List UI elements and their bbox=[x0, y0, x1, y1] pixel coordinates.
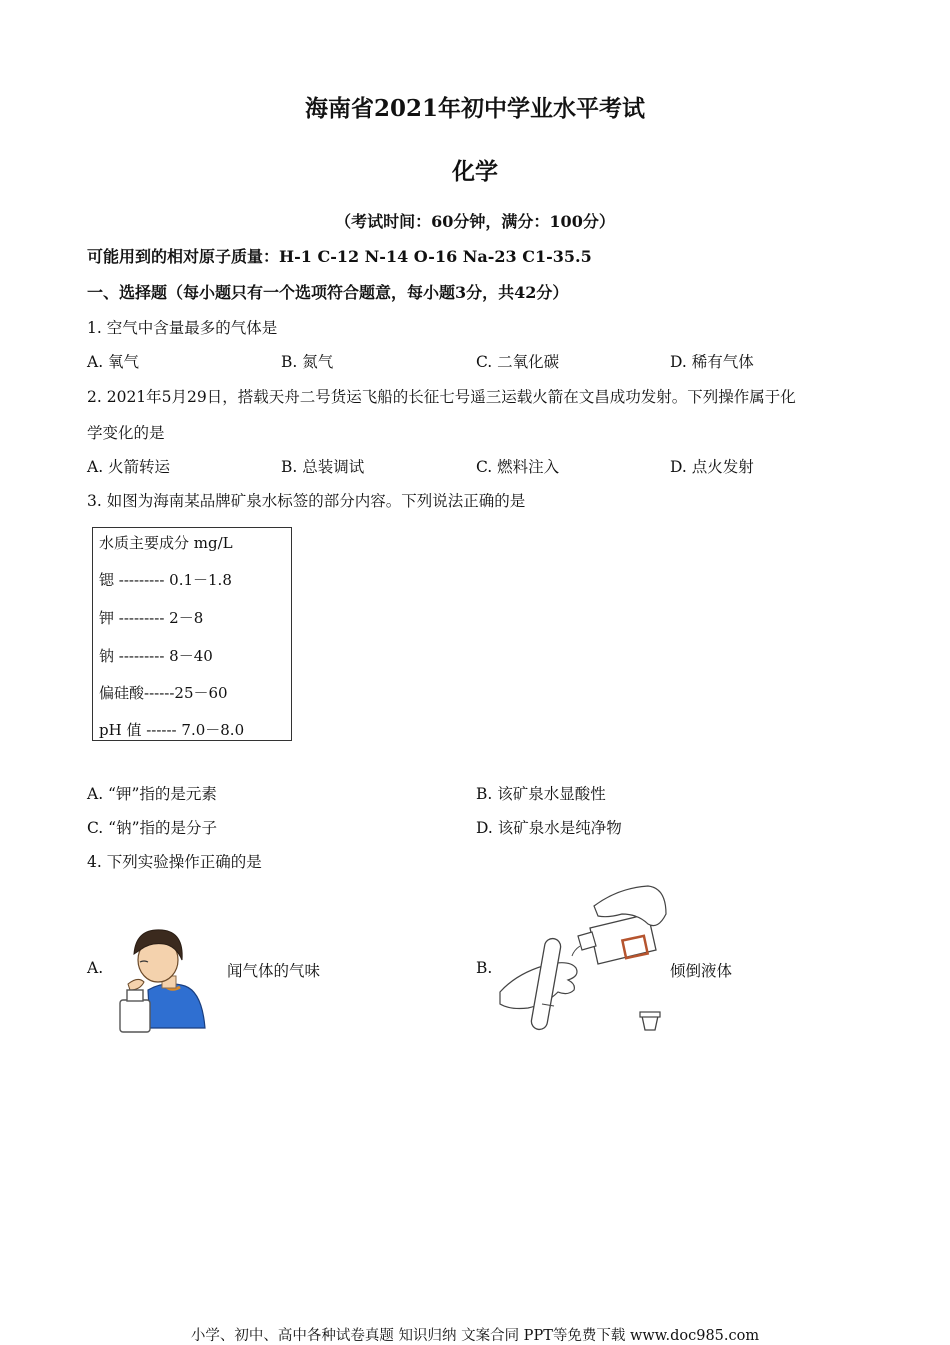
q1-option-b: B. 氮气 bbox=[281, 353, 334, 371]
label-row-ph: pH 值 ------ 7.0－8.0 bbox=[99, 721, 245, 739]
question-2-stem-cont: 学变化的是 bbox=[87, 424, 165, 442]
section-heading: 一、选择题（每小题只有一个选项符合题意，每小题3分，共42分） bbox=[87, 283, 569, 302]
q2-option-b: B. 总装调试 bbox=[281, 458, 365, 476]
page-title: 海南省2021年初中学业水平考试 bbox=[304, 95, 645, 122]
atomic-masses: 可能用到的相对原子质量：H-1 C-12 N-14 O-16 Na-23 C1-35.5 bbox=[87, 247, 592, 266]
label-row-metasilicic-acid: 偏硅酸------25－60 bbox=[99, 684, 228, 702]
q2-option-a: A. 火箭转运 bbox=[87, 458, 171, 476]
exam-info: （考试时间：60分钟，满分：100分） bbox=[335, 212, 615, 231]
q4-option-b-letter: B. bbox=[476, 959, 493, 977]
q2-option-c: C. 燃料注入 bbox=[476, 458, 560, 476]
smelling-gas-illustration bbox=[110, 920, 210, 1035]
q1-option-c: C. 二氧化碳 bbox=[476, 353, 560, 371]
q3-option-a: A. “钾”指的是元素 bbox=[87, 785, 217, 803]
label-row-strontium: 锶 --------- 0.1－1.8 bbox=[99, 571, 232, 589]
pouring-liquid-illustration bbox=[498, 884, 668, 1040]
mineral-water-label bbox=[92, 527, 292, 741]
question-1-stem: 1. 空气中含量最多的气体是 bbox=[87, 319, 278, 337]
label-header: 水质主要成分 mg/L bbox=[99, 534, 233, 552]
footer-ad: 小学、初中、高中各种试卷真题 知识归纳 文案合同 PPT等免费下载 www.doc985.com bbox=[190, 1328, 760, 1344]
q4-option-a-letter: A. bbox=[87, 959, 104, 977]
q4-option-b-caption: 倾倒液体 bbox=[670, 962, 733, 980]
subject-title: 化学 bbox=[452, 158, 498, 185]
question-3-stem: 3. 如图为海南某品牌矿泉水标签的部分内容。下列说法正确的是 bbox=[87, 492, 526, 510]
question-4-stem: 4. 下列实验操作正确的是 bbox=[87, 853, 262, 871]
question-2-stem: 2. 2021年5月29日，搭载天舟二号货运飞船的长征七号遥三运载火箭在文昌成功发射。下列操作属于化 bbox=[87, 388, 796, 406]
q4-option-a-caption: 闻气体的气味 bbox=[227, 962, 321, 980]
q3-option-d: D. 该矿泉水是纯净物 bbox=[476, 819, 622, 837]
q1-option-d: D. 稀有气体 bbox=[670, 353, 754, 371]
label-row-sodium: 钠 --------- 8－40 bbox=[99, 647, 213, 665]
q3-option-c: C. “钠”指的是分子 bbox=[87, 819, 218, 837]
q1-option-a: A. 氧气 bbox=[87, 353, 140, 371]
q3-option-b: B. 该矿泉水显酸性 bbox=[476, 785, 606, 803]
label-row-potassium: 钾 --------- 2－8 bbox=[99, 609, 204, 627]
q2-option-d: D. 点火发射 bbox=[670, 458, 754, 476]
